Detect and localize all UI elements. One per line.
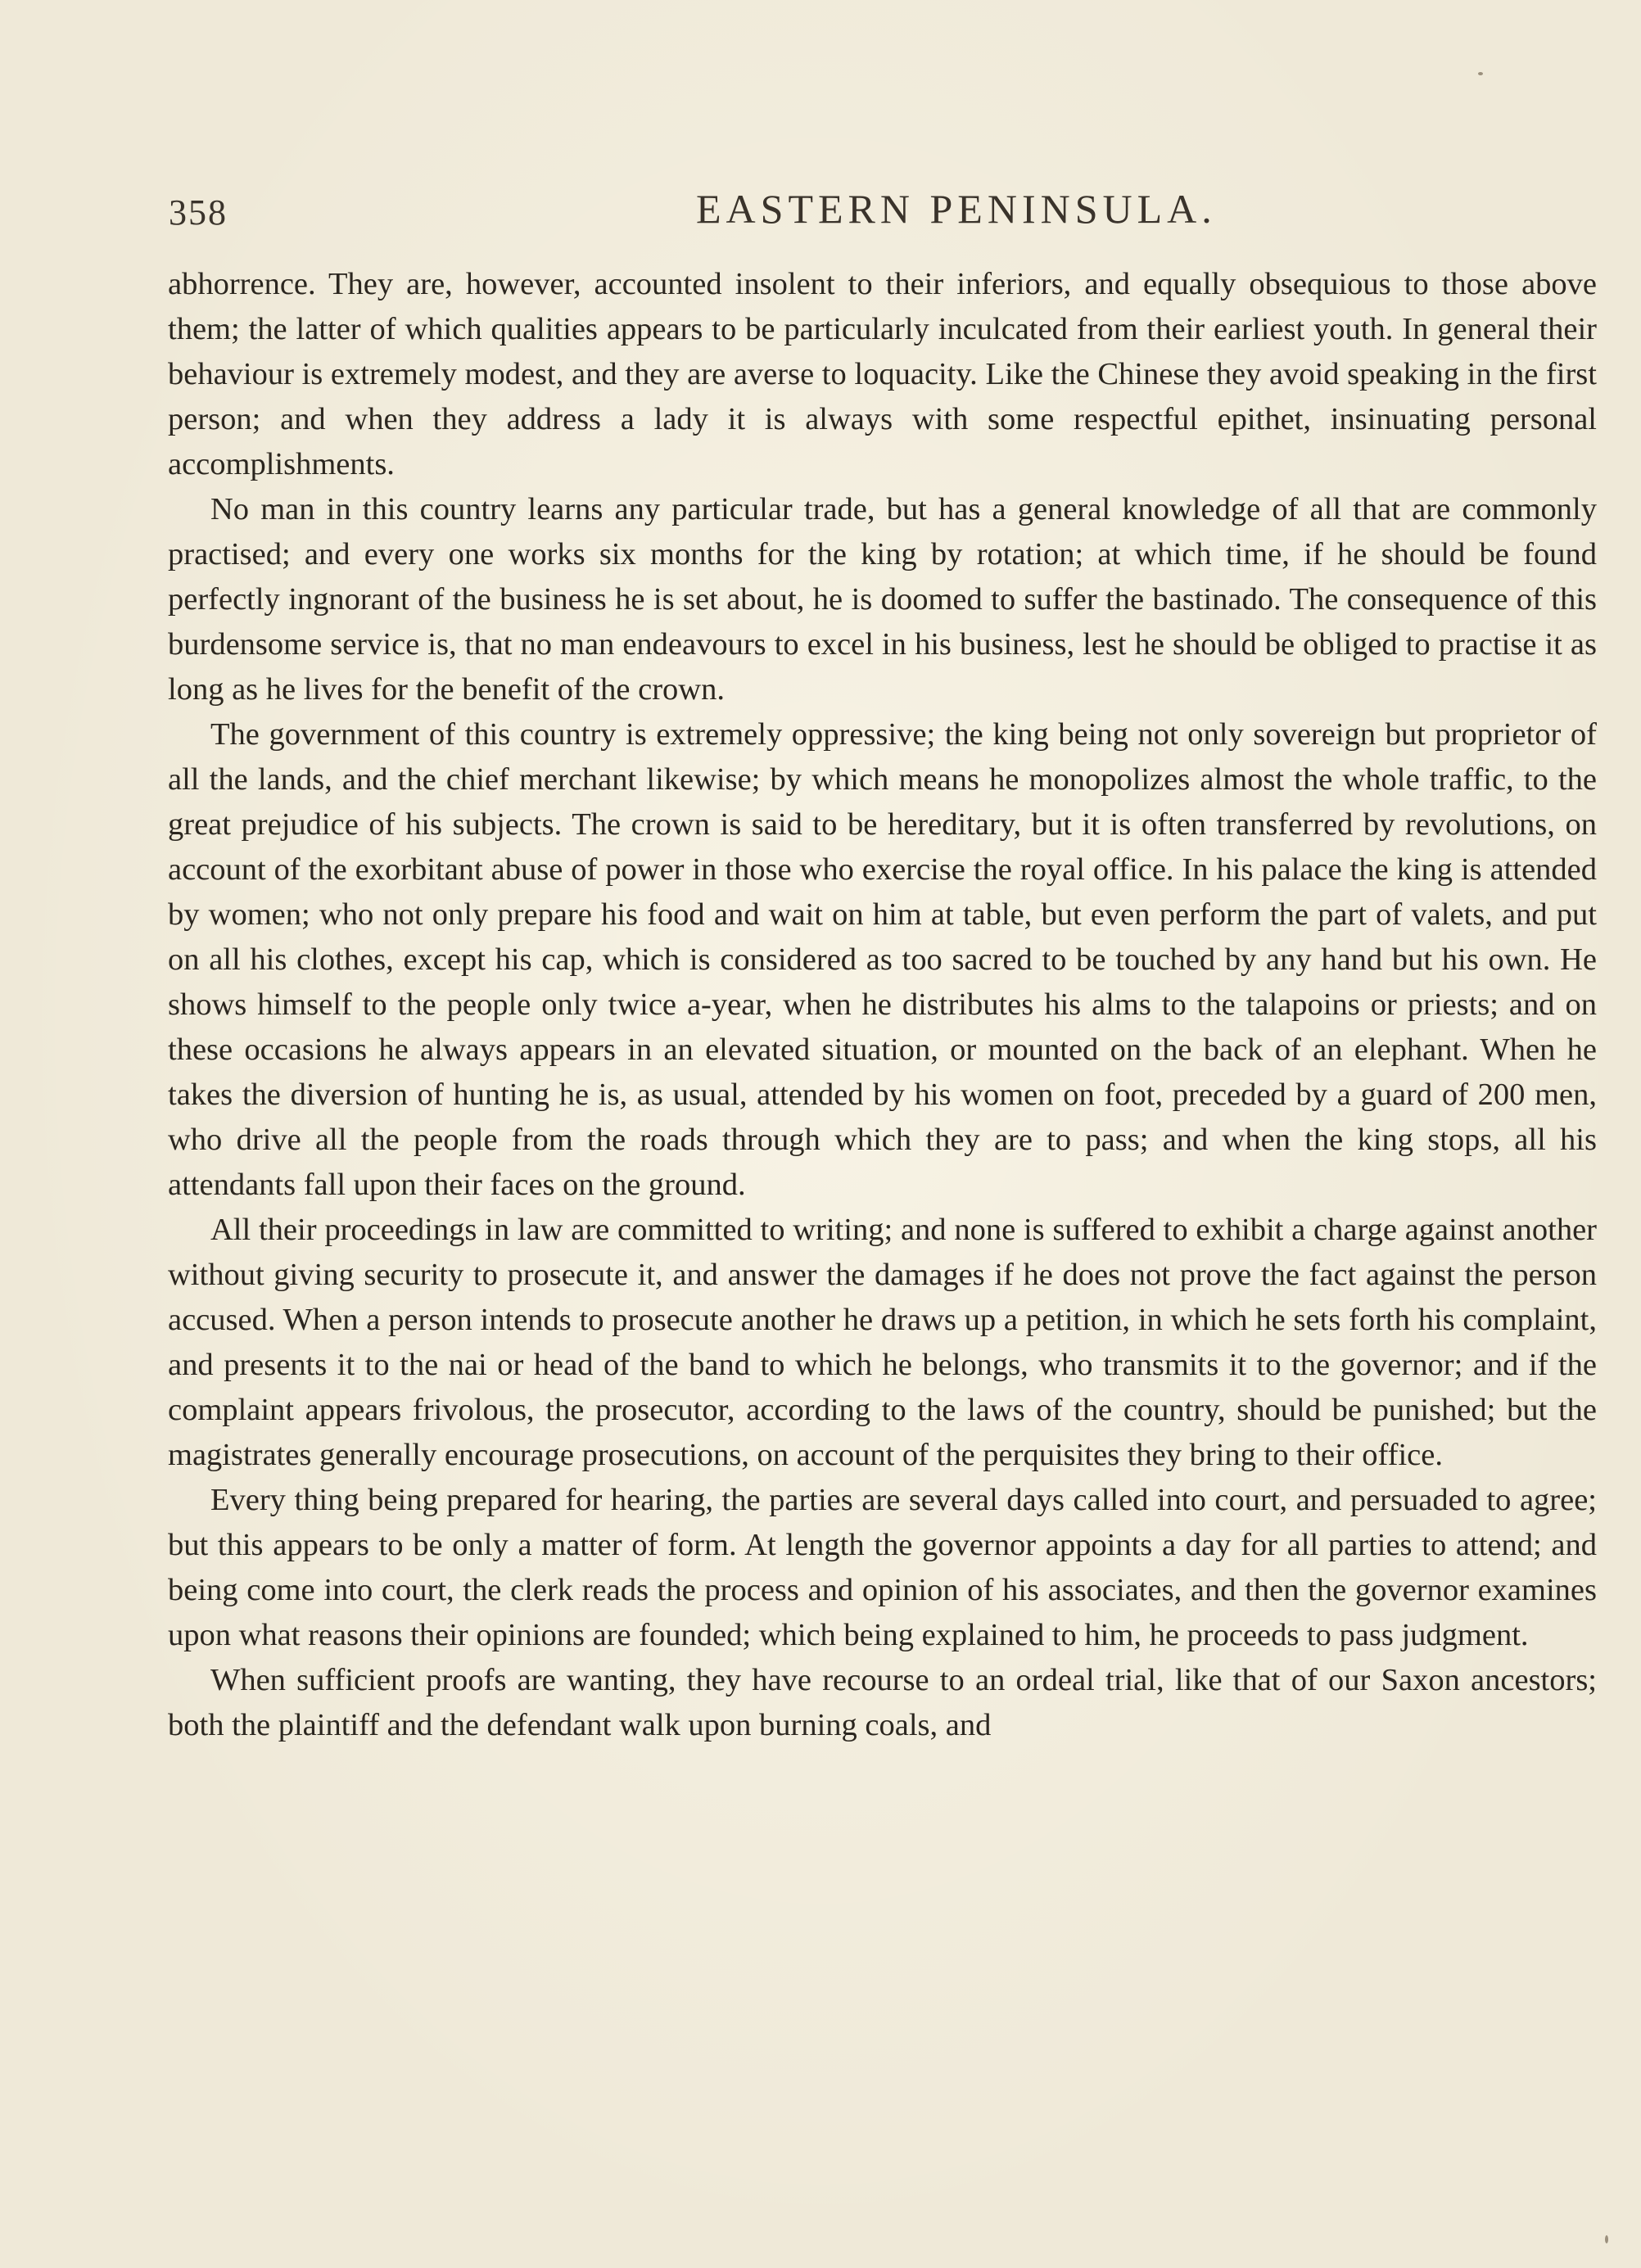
paragraph-trades: No man in this country learns any particular trade, but has a general knowledge of all that are commonly practised; and every one works six months for the king by rotation; at which time, if he should be found perfectly ingnorant of the business he is set about, he is doomed to suffer the bastinado. The consequence of this burdensome service is, that no man endeavours to excel in his business, lest he should be obliged to practise it as long as he lives for the benefit of the crown. (168, 492, 1597, 707)
page-header (164, 185, 1597, 242)
running-head: EASTERN PENINSULA. (696, 186, 1217, 232)
paragraph-continuation: abhorrence. They are, however, accounted insolent to their inferiors, and equally obsequious to those above them; the latter of which qualities appears to be particularly inculcated from their earliest youth. In general their behaviour is extremely modest, and they are averse to loquacity. Like the Chinese they avoid speaking in the first person; and when they address a lady it is always with some respectful epithet, insinuating personal accomplishments. (168, 267, 1597, 481)
paragraph-hearing: Every thing being prepared for hearing, the parties are several days called into court, and persuaded to agree; but this appears to be only a matter of form. At length the governor appoints a day for all parties to attend; and being come into court, the clerk reads the process and opinion of his associates, and then the governor examines upon what reasons their opinions are founded; which being explained to him, he proceeds to pass judgment. (168, 1483, 1597, 1652)
page-number: 358 (169, 192, 228, 233)
paragraph-law-proceedings: All their proceedings in law are committed to writing; and none is suffered to exhibit a charge against another without giving security to prosecute it, and answer the damages if he does not prove the fact against the person accused. When a person intends to prosecute another he draws up a petition, in which he sets forth his complaint, and presents it to the nai or head of the band to which he belongs, who transmits it to the governor; and if the complaint appears frivolous, the prosecutor, according to the laws of the country, should be punished; but the magistrates generally encourage prosecutions, on account of the perquisites they bring to their office. (168, 1213, 1597, 1472)
paper-speck (1605, 2235, 1608, 2243)
paper-speck (1478, 72, 1483, 75)
body-text (168, 262, 1597, 1748)
paragraph-government: The government of this country is extremely oppressive; the king being not only sovereign but proprietor of all the lands, and the chief merchant likewise; by which means he monopolizes almost the whole traffic, to the great prejudice of his subjects. The crown is said to be hereditary, but it is often transferred by revolutions, on account of the exorbitant abuse of power in those who exercise the royal office. In his palace the king is attended by women; who not only prepare his food and wait on him at table, but even perform the part of valets, and put on all his clothes, except his cap, which is considered as too sacred to be touched by any hand but his own. He shows himself to the people only twice a-year, when he distributes his alms to the talapoins or priests; and on these occasions he always appears in an elevated situation, or mounted on the back of an elephant. When he takes the diversion of hunting he is, as usual, attended by his women on foot, preceded by a guard of 200 men, who drive all the people from the roads through which they are to pass; and when the king stops, all his attendants fall upon their faces on the ground. (168, 717, 1597, 1202)
paragraph-ordeal: When sufficient proofs are wanting, they have recourse to an ordeal trial, like that of our Saxon ancestors; both the plaintiff and the defendant walk upon burning coals, and (168, 1663, 1597, 1742)
